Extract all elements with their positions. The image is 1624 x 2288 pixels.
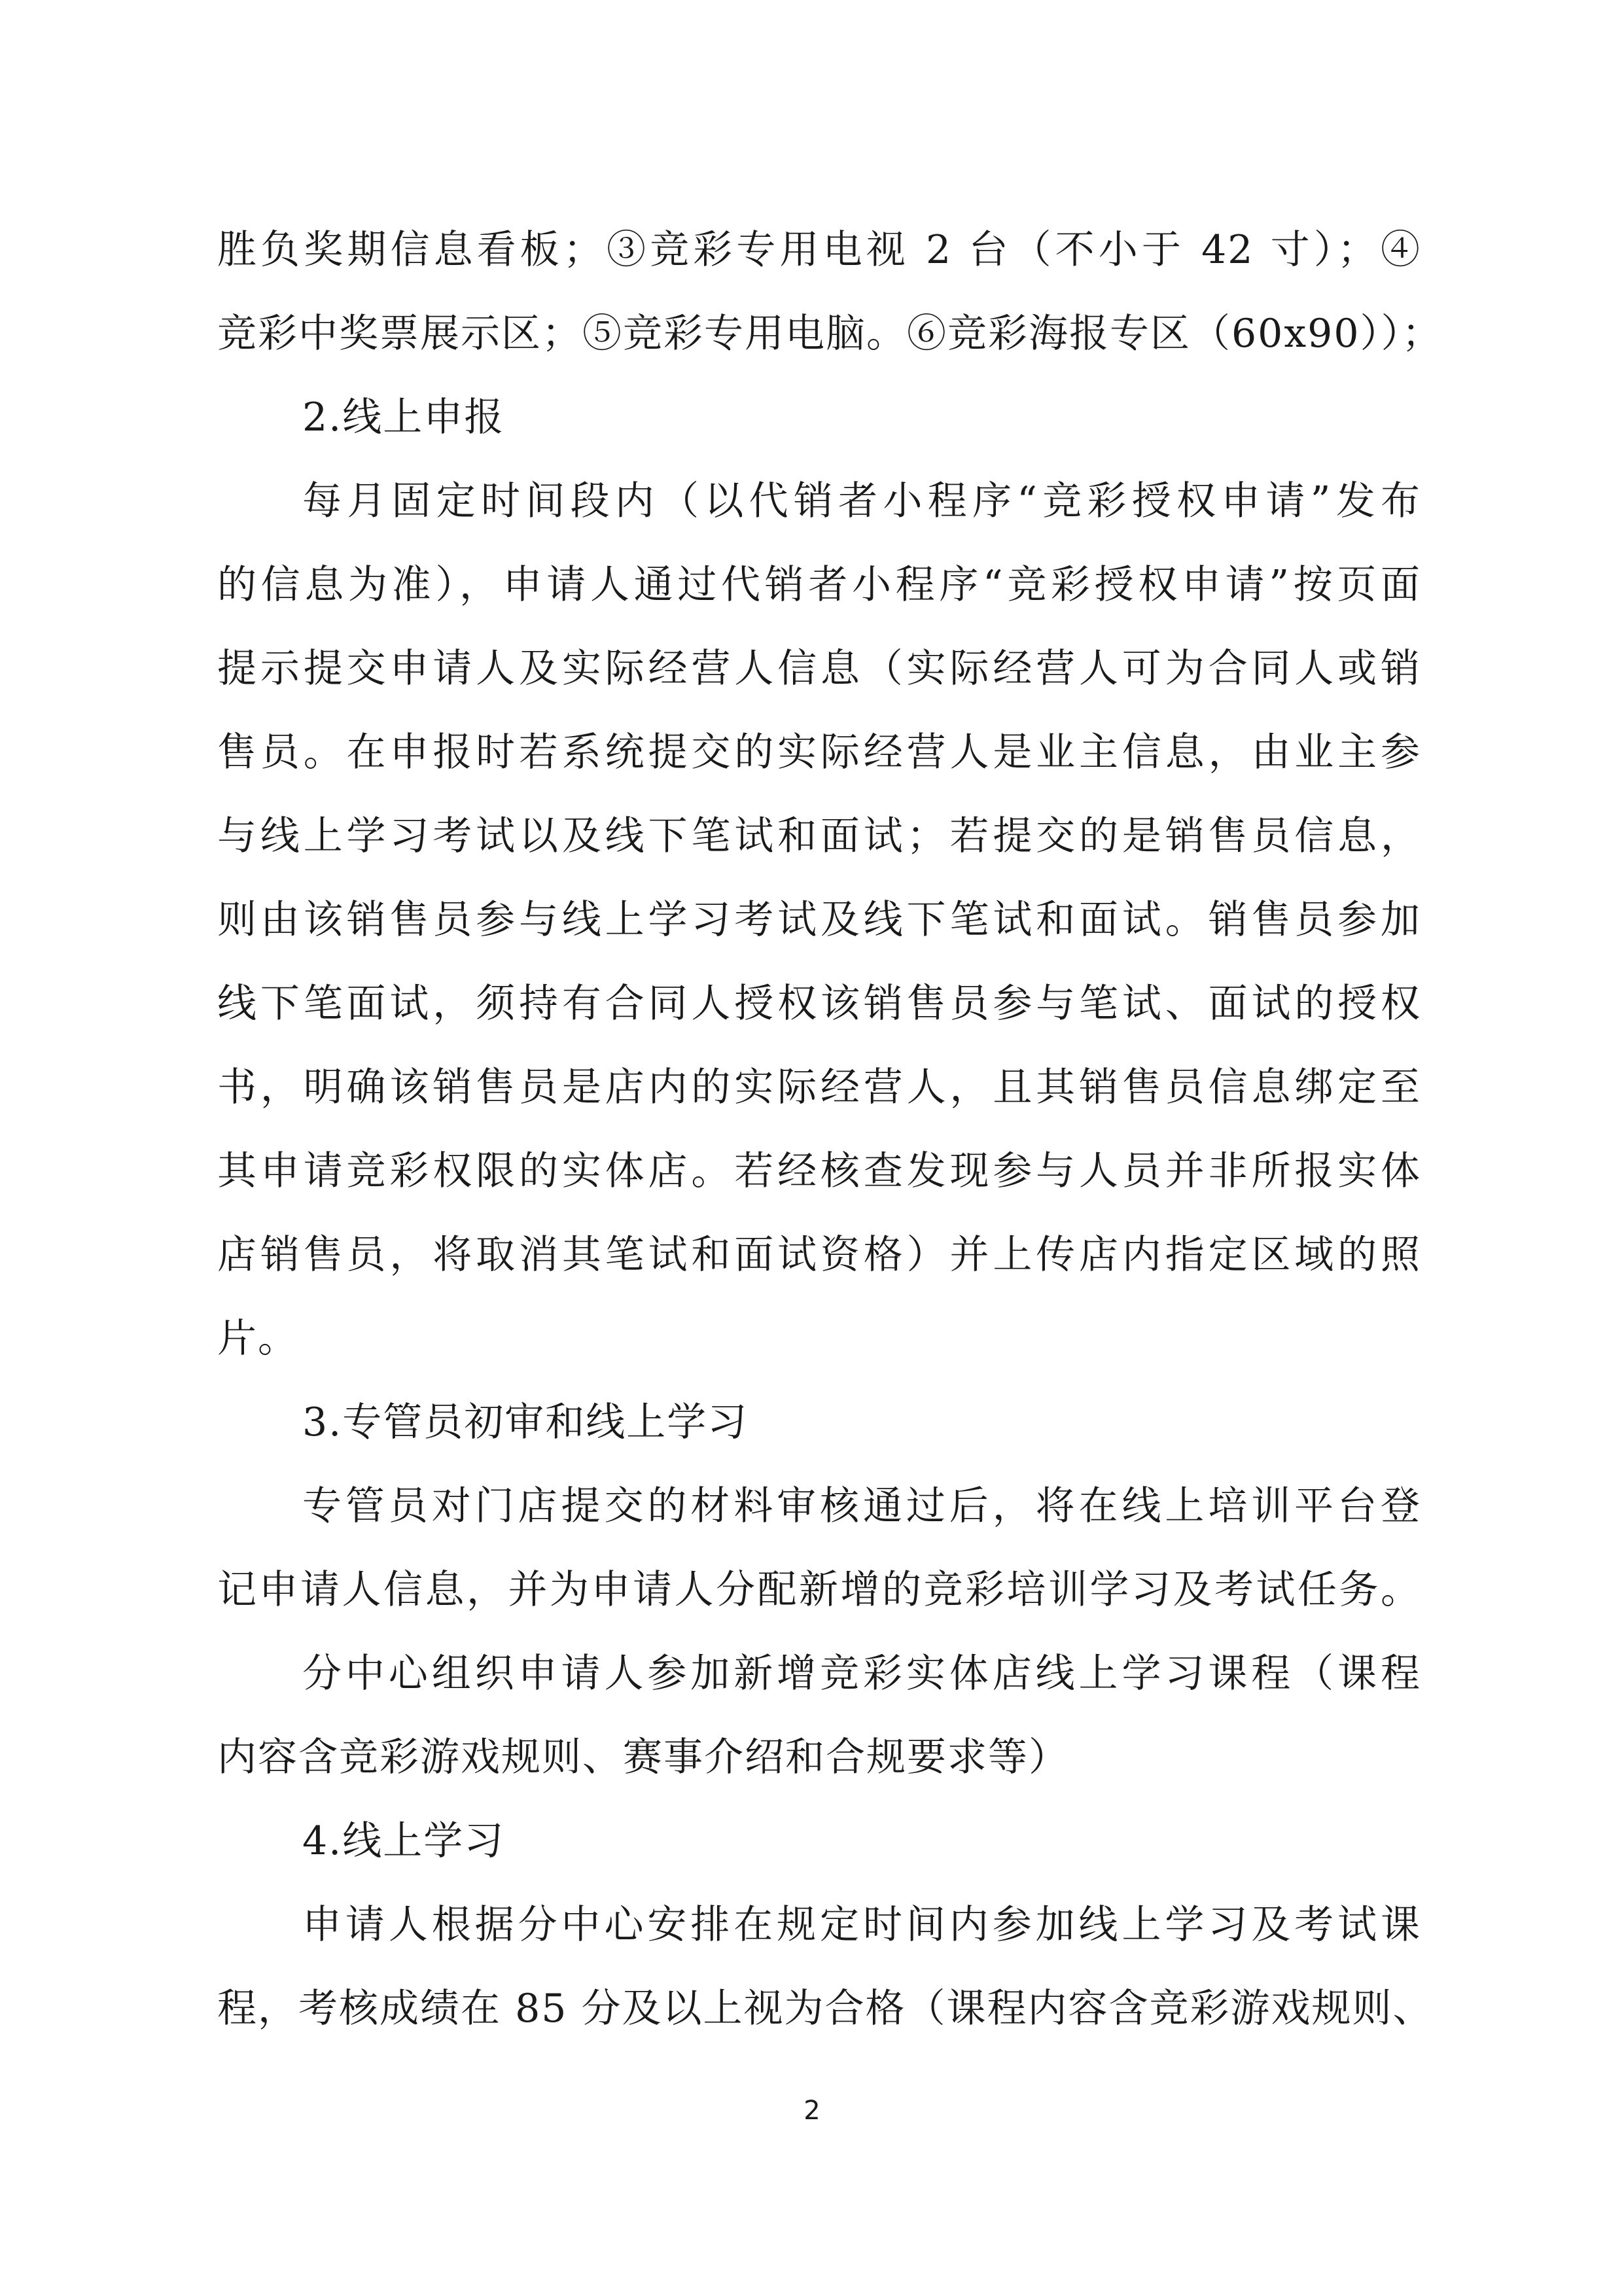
text-line-14: 片。 [217, 1316, 298, 1362]
text-line-11: 书，明确该销售员是店内的实际经营人，且其销售员信息绑定至 [217, 1065, 1421, 1110]
section-heading-2: 2.线上申报 [302, 395, 505, 440]
text-line-8: 与线上学习考试以及线下笔试和面试；若提交的是销售员信息， [217, 813, 1421, 859]
text-line-10: 线下笔面试，须持有合同人授权该销售员参与笔试、面试的授权 [217, 981, 1421, 1027]
text-line-19: 内容含竞彩游戏规则、赛事介绍和合规要求等） [217, 1734, 1069, 1780]
page-number: 2 [803, 2096, 821, 2126]
text-line-21: 申请人根据分中心安排在规定时间内参加线上学习及考试课 [302, 1902, 1421, 1948]
text-line-13: 店销售员，将取消其笔试和面试资格）并上传店内指定区域的照 [217, 1232, 1421, 1278]
text-line-22: 程，考核成绩在 85 分及以上视为合格（课程内容含竞彩游戏规则、 [217, 1986, 1434, 2032]
text-line-17: 记申请人信息，并为申请人分配新增的竞彩培训学习及考试任务。 [217, 1567, 1421, 1613]
text-line-9: 则由该销售员参与线上学习考试及线下笔试和面试。销售员参加 [217, 897, 1421, 943]
text-line-1: 胜负奖期信息看板；③竞彩专用电视 2 台（不小于 42 寸）；④ [217, 227, 1421, 273]
text-line-2: 竞彩中奖票展示区；⑤竞彩专用电脑。⑥竞彩海报专区（60x90））； [217, 311, 1443, 357]
text-line-6: 提示提交申请人及实际经营人信息（实际经营人可为合同人或销 [217, 646, 1421, 692]
text-line-5: 的信息为准），申请人通过代销者小程序“竞彩授权申请”按页面 [217, 562, 1421, 608]
text-line-7: 售员。在申报时若系统提交的实际经营人是业主信息，由业主参 [217, 730, 1421, 775]
text-line-16: 专管员对门店提交的材料审核通过后，将在线上培训平台登 [302, 1483, 1421, 1529]
text-line-18: 分中心组织申请人参加新增竞彩实体店线上学习课程（课程 [302, 1651, 1421, 1697]
text-line-12: 其申请竞彩权限的实体店。若经核查发现参与人员并非所报实体 [217, 1148, 1421, 1194]
body-text [217, 208, 1443, 2050]
section-heading-4: 4.线上学习 [302, 1818, 505, 1864]
section-heading-3: 3.专管员初审和线上学习 [302, 1399, 749, 1445]
text-line-4: 每月固定时间段内（以代销者小程序“竞彩授权申请”发布 [302, 478, 1421, 524]
